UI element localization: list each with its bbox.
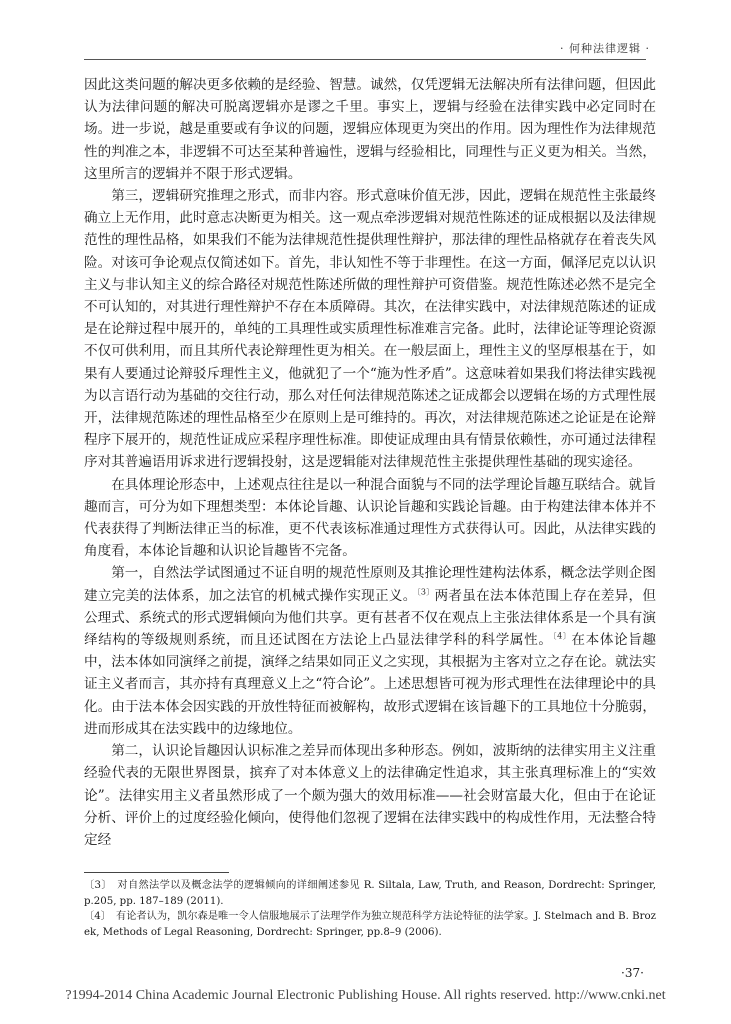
paragraph bbox=[84, 474, 656, 563]
footnotes bbox=[84, 878, 656, 940]
header-rule bbox=[84, 59, 646, 60]
text-run: 第三，逻辑研究推理之形式，而非内容。形式意味价值无涉，因此，逻辑在规范性主张最终确立上无作用，此时意志决断更为相关。这一观点牵涉逻辑对规范性陈述的证成根据以及法律规范性的理性品格，如果我们不能为法律规范性提供理性辩护，那法律的理性品格就存在着丧失风险。对该可争论观点仅简述如下。首先，非认知性不等于非理性。在这一方面，佩泽尼克以认识主义与非认知主义的综合路径对规范性陈述所做的理性辩护可资借鉴。规范性陈述必然不是完全不可认知的，对其进行理性辩护不存在本质障碍。其次，在法律实践中，对法律规范陈述的证成是在论辩过程中展开的，单纯的工具理性或实质理性标准难言完备。此时，法律论证等理论资源不仅可供利用，而且其所代表论辩理性更为相关。在一般层面上，理性主义的坚厚根基在于，如果有人要通过论辩驳斥理性主义，他就犯了一个“施为性矛盾”。这意味着如果我们将法律实践视为以言语行动为基础的交往行动，那么对任何法律规范陈述之证成都会以逻辑在场的方式理性展开，法律规范陈述的理性品格至少在原则上是可维持的。再次，对法律规范陈述之论证是在论辩程序下展开的，规范性证成应采程序理性标准。即使证成理由具有情景依赖性，亦可通过法律程序对其普遍语用诉求进行逻辑投射，这是逻辑能对法律规范性主张提供理性基础的现实途径。 bbox=[84, 188, 656, 471]
page-number: ·37· bbox=[621, 966, 644, 980]
footnote-rule bbox=[84, 872, 229, 873]
body-text bbox=[84, 74, 656, 851]
footnote-reference[interactable]: 〔4〕 bbox=[552, 631, 572, 641]
running-header: · 何种法律逻辑 · bbox=[560, 42, 650, 55]
text-run: 在本体论旨趣中，法本体如同演绎之前提，演绎之结果如同正义之实现，其根据为主客对立之存在论。就法实证主义者而言，其亦持有真理意义上之“符合论”。上述思想皆可视为形式理性在法律理论中的具化。由于法本体会因实践的开放性特征而被解构，故形式逻辑在该旨趣下的工具地位十分脆弱，进而形成其在法实践中的边缘地位。 bbox=[84, 632, 657, 737]
text-run: 在具体理论形态中，上述观点往往是以一种混合面貌与不同的法学理论旨趣互联结合。就旨趣而言，可分为如下理想类型：本体论旨趣、认识论旨趣和实践论旨趣。由于构建法律本体并不代表获得了判断法律正当的标准，更不代表该标准通过理性方式获得认可。因此，从法律实践的角度看，本体论旨趣和认识论旨趣皆不完备。 bbox=[84, 476, 656, 560]
paragraph bbox=[84, 740, 656, 851]
text-run: 第一，自然法学试图通过不证自明的规范性原则及其推论理性建构法体系，概念法学则企图建立完美的法体系，加之法官的机械式操作实现正义。 bbox=[84, 565, 656, 604]
paragraph bbox=[84, 562, 656, 740]
footnote: 〔3〕 对自然法学以及概念法学的逻辑倾向的详细阐述参见 R. Siltala, Law, Truth, and Reason, Dordrecht: Springer, p.205, pp. 187–189 (2011). bbox=[84, 880, 656, 907]
footnote: 〔4〕 有论者认为，凯尔森是唯一令人信服地展示了法理学作为独立规范科学方法论特征的法学家。J. Stelmach and B. Brozek, Methods of Legal Reasoning, Dordrecht: Springer, pp.8–9 (2006). bbox=[84, 911, 656, 938]
copyright-notice: ?1994-2014 China Academic Journal Electronic Publishing House. All rights reserved. http://www.cnki.net bbox=[65, 988, 666, 1003]
text-run: 第二，认识论旨趣因认识标准之差异而体现出多种形态。例如，波斯纳的法律实用主义注重经验代表的无限世界图景，摈弃了对本体意义上的法律确定性追求，其主张真理标准上的“实效论”。法律实用主义者虽然形成了一个颇为强大的效用标准——社会财富最大化，但由于在论证分析、评价上的过度经验化倾向，使得他们忽视了逻辑在法律实践中的构成性作用，无法整合特定经 bbox=[84, 743, 656, 848]
paragraph bbox=[84, 74, 656, 185]
text-run: 因此这类问题的解决更多依赖的是经验、智慧。诚然，仅凭逻辑无法解决所有法律问题，但因此认为法律问题的解决可脱离逻辑亦是谬之千里。事实上，逻辑与经验在法律实践中必定同时在场。进一步说，越是重要或有争议的问题，逻辑应体现更为突出的作用。因为理性作为法律规范性的判准之本，非逻辑不可达至某种普遍性，逻辑与经验相比，同理性与正义更为相关。当然，这里所言的逻辑并不限于形式逻辑。 bbox=[84, 77, 656, 182]
footnote-reference[interactable]: 〔3〕 bbox=[416, 587, 435, 597]
text-run: 两者虽在法本体范围上存在差异，但公理式、系统式的形式逻辑倾向为他们共享。更有甚者不仅在观点上主张法律体系是一个具有演绎结构的等级规则系统，而且还试图在方法论上凸显法律学科的科学属性。 bbox=[84, 587, 656, 649]
paragraph bbox=[84, 185, 656, 474]
